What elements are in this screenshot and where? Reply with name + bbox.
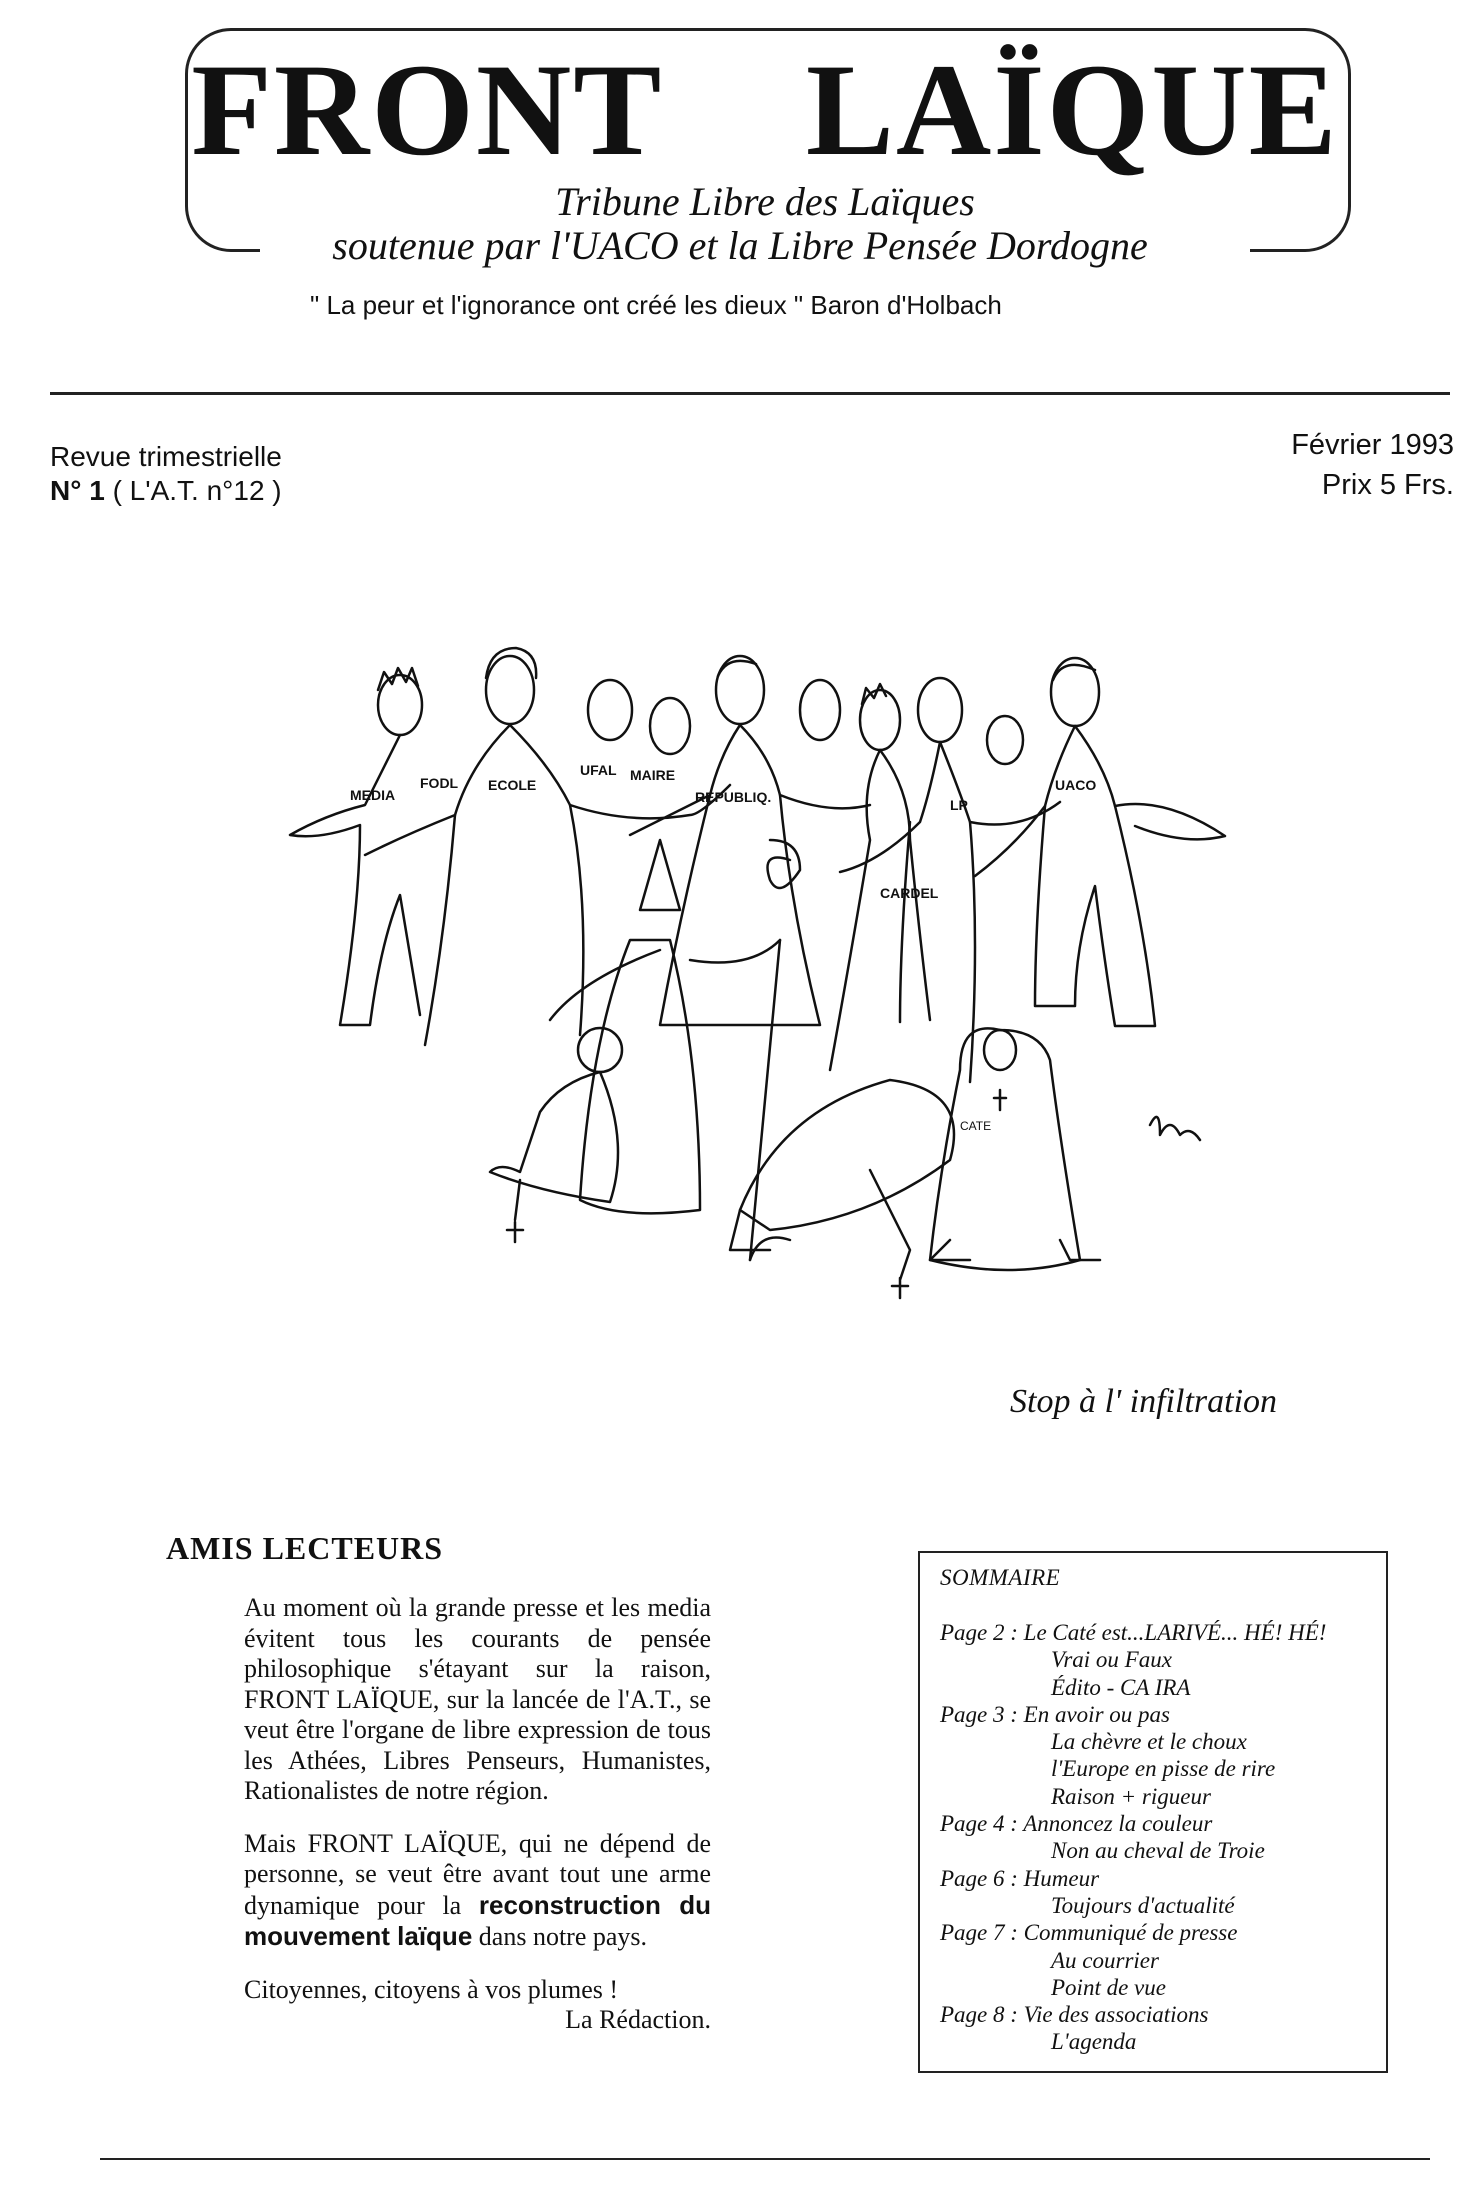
illustration-caption: Stop à l' infiltration <box>1010 1383 1278 1420</box>
svg-text:CATE: CATE <box>960 1119 992 1133</box>
sommaire-entry: Page 2 : Le Caté est...LARIVÉ... HÉ! HÉ! Vrai ou Faux Édito - CA IRA <box>940 1620 1327 1700</box>
sommaire-entry: Page 7 : Communiqué de presse Au courrier Point de vue <box>940 1920 1238 2000</box>
svg-text:MAIRE: MAIRE <box>630 767 676 783</box>
priest-figure <box>490 1028 622 1242</box>
quote-author: Baron d'Holbach <box>810 290 1002 320</box>
issue-info-left <box>50 440 282 508</box>
article-signature: La Rédaction. <box>565 2005 711 2034</box>
bottom-rule <box>100 2158 1430 2160</box>
article-paragraph-1: Au moment où la grande presse et les media évitent tous les courants de pensée philosophique s'étayant sur la raison, FRONT LAÏQUE, sur la lancée de l'A.T., se veut être l'organe de libre expression de tous les Athées, Libres Penseurs, Humanistes, Rationalistes de notre région. <box>244 1593 711 1805</box>
issue-date: Février 1993 <box>1291 429 1454 461</box>
svg-text:UACO: UACO <box>1055 777 1097 793</box>
masthead-title: FRONT LAÏQUE <box>191 36 1339 183</box>
article-paragraph-2: Mais FRONT LAÏQUE, qui ne dépend de personne, se veut être avant tout une arme dynamique pour la reconstruction du mouvement laïque dans notre pays. <box>244 1828 712 1951</box>
sommaire-title: SOMMAIRE <box>940 1565 1061 1590</box>
cartoon-illustration <box>270 630 1300 1390</box>
sommaire-entry: Page 6 : Humeur Toujours d'actualité <box>940 1865 1235 1918</box>
article-title: AMIS LECTEURS <box>166 1530 444 1566</box>
svg-text:MEDIA: MEDIA <box>350 787 396 803</box>
sommaire-entry: Page 8 : Vie des associations L'agenda <box>940 2002 1209 2055</box>
periodicity: Revue trimestrielle <box>50 441 282 472</box>
svg-text:UFAL: UFAL <box>580 762 617 778</box>
svg-text:REPUBLIQ.: REPUBLIQ. <box>695 789 772 805</box>
issue-number-detail: ( L'A.T. n°12 ) <box>112 475 282 506</box>
quote-text: " La peur et l'ignorance ont créé les dieux " <box>310 290 804 320</box>
issue-number: N° 1 <box>50 475 105 506</box>
issue-number-line <box>50 474 282 508</box>
sommaire-box <box>918 1551 1388 2073</box>
article-body <box>166 1593 711 2058</box>
svg-text:LP: LP <box>950 797 968 813</box>
bishop-figure <box>550 840 800 1260</box>
svg-text:ECOLE: ECOLE <box>488 777 537 793</box>
issue-info-right <box>1291 425 1454 505</box>
issue-price: Prix 5 Frs. <box>1321 469 1454 501</box>
sommaire-entry: Page 3 : En avoir ou pas La chèvre et le choux l'Europe en pisse de rire Raison + rigueur <box>940 1701 1276 1809</box>
masthead-quote <box>310 290 1310 321</box>
masthead-subtitle-2: soutenue par l'UACO et la Libre Pensée Dordogne <box>332 223 1148 268</box>
artist-signature <box>1150 1117 1200 1140</box>
nun-figure <box>930 1028 1100 1270</box>
masthead-subtitle-1: Tribune Libre des Laïques <box>555 179 975 224</box>
svg-text:FODL: FODL <box>420 775 459 791</box>
top-rule <box>50 392 1450 395</box>
article-paragraph-3: Citoyennes, citoyens à vos plumes ! <box>244 1974 619 2004</box>
svg-text:CARDEL: CARDEL <box>880 885 939 901</box>
crowd-heads <box>378 648 1099 764</box>
sommaire-entry: Page 4 : Annoncez la couleur Non au cheval de Troie <box>940 1811 1265 1864</box>
crowd-labels <box>350 762 1096 901</box>
